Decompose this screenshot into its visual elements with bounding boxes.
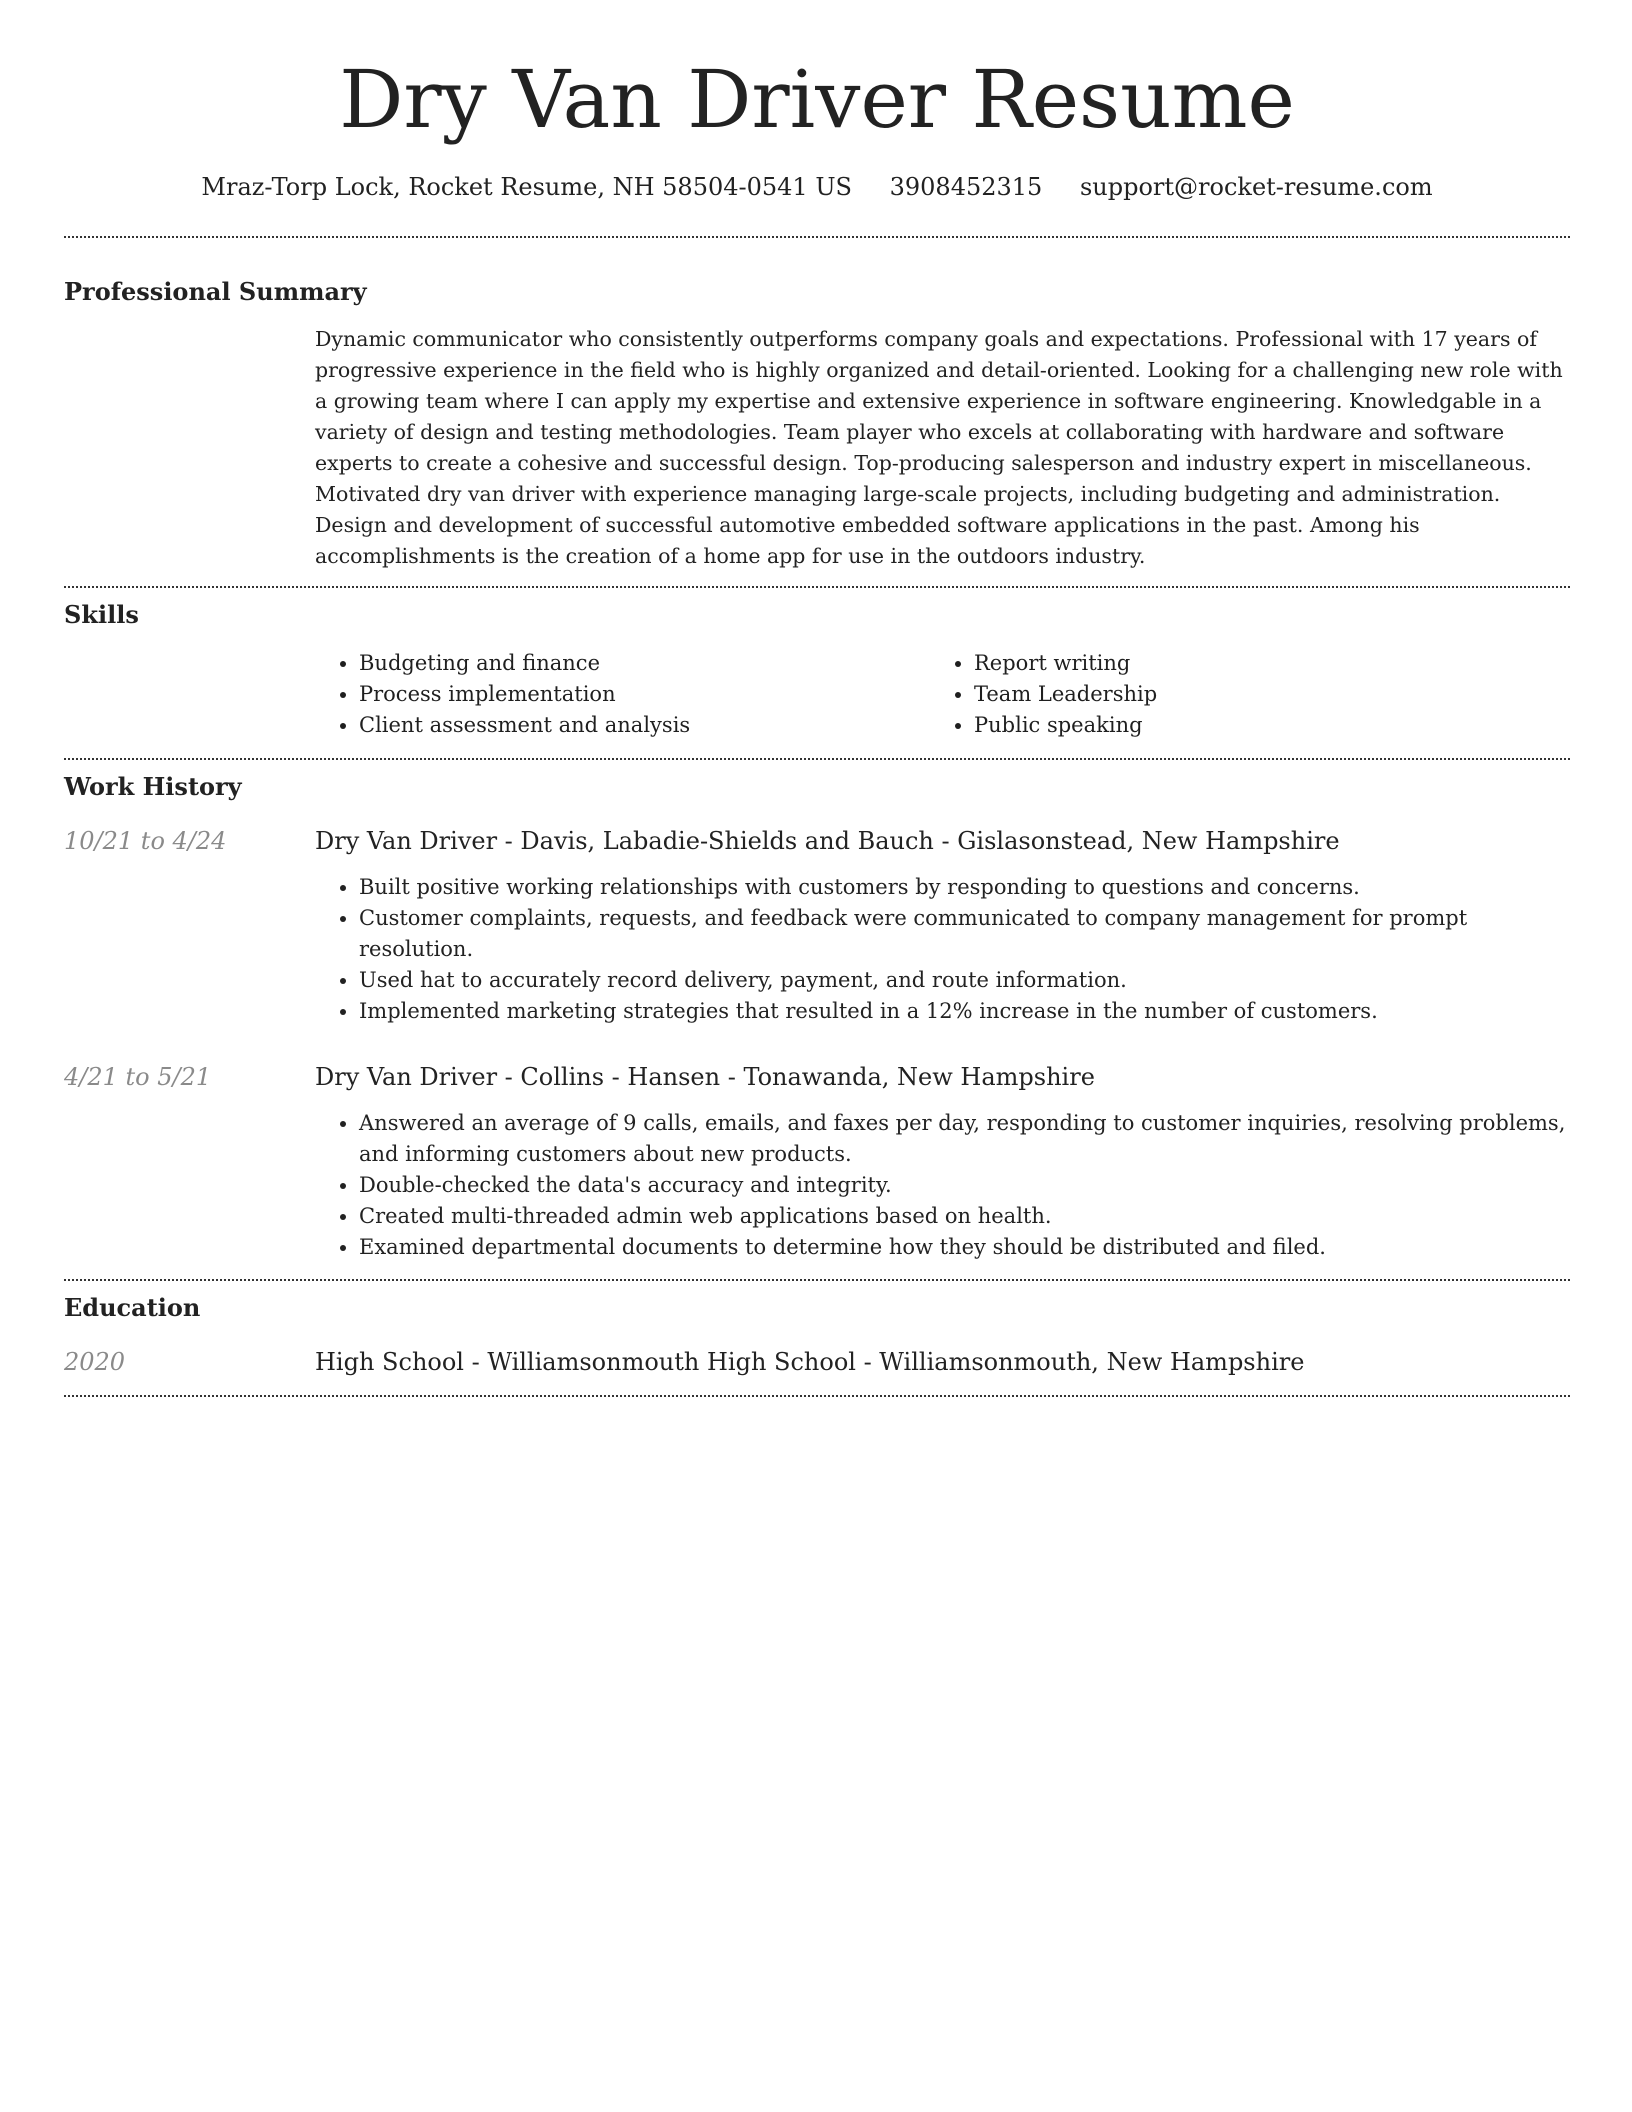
job-dates: 10/21 to 4/24 bbox=[64, 827, 227, 855]
summary-text: Dynamic communicator who consistently outperforms company goals and expectations. Professional with 17 years of progressive experience in the field who is highly organized and detail-oriented. Looking for a challenging new role with a growing team where I can apply my expertise and extensive experience in software engineering. Knowledgable in a variety of design and testing methodologies. Team player who excels at collaborating with hardware and software experts to create a cohesive and successful design. Top-producing salesperson and industry expert in miscellaneous. Motivated dry van driver with experience managing large-scale projects, including budgeting and administration. Design and development of successful automotive embedded software applications in the past. Among his accomplishments is the creation of a home app for use in the outdoors industry. bbox=[315, 327, 1563, 568]
divider bbox=[64, 236, 1570, 238]
divider bbox=[64, 1279, 1570, 1281]
job-title: Dry Van Driver - Davis, Labadie-Shields and Bauch - Gislasonstead, New Hampshire bbox=[315, 827, 1340, 855]
job-title: Dry Van Driver - Collins - Hansen - Tonawanda, New Hampshire bbox=[315, 1063, 1095, 1091]
summary-row bbox=[64, 324, 1570, 572]
list-item: • Process implementation bbox=[359, 679, 930, 710]
job-dates: 4/21 to 5/21 bbox=[64, 1063, 212, 1091]
education-heading: Education bbox=[64, 1293, 201, 1322]
list-item: • Public speaking bbox=[974, 710, 1545, 741]
skills-heading: Skills bbox=[64, 600, 139, 629]
contact-line bbox=[64, 170, 1570, 204]
list-item: • Client assessment and analysis bbox=[359, 710, 930, 741]
job-entry bbox=[64, 1060, 1570, 1263]
list-item: • Implemented marketing strategies that resulted in a 12% increase in the number of customers. bbox=[359, 996, 1570, 1027]
job-bullets bbox=[315, 872, 1570, 1027]
list-item: • Used hat to accurately record delivery, payment, and route information. bbox=[359, 965, 1570, 996]
work-section bbox=[64, 771, 1570, 1263]
list-item: • Built positive working relationships with customers by responding to questions and concerns. bbox=[359, 872, 1570, 903]
summary-section bbox=[64, 276, 1570, 572]
divider bbox=[64, 758, 1570, 760]
job-bullets bbox=[315, 1108, 1570, 1263]
contact-phone: 3908452315 bbox=[889, 173, 1043, 201]
skills-list-right bbox=[930, 648, 1545, 741]
divider bbox=[64, 1395, 1570, 1397]
list-item: • Report writing bbox=[974, 648, 1545, 679]
education-date: 2020 bbox=[64, 1348, 126, 1376]
list-item: • Customer complaints, requests, and feedback were communicated to company management for prompt resolution. bbox=[359, 903, 1570, 965]
divider bbox=[64, 586, 1570, 588]
education-entry bbox=[64, 1345, 1570, 1379]
contact-email: support@rocket-resume.com bbox=[1079, 173, 1433, 201]
list-item: • Team Leadership bbox=[974, 679, 1545, 710]
job-entry bbox=[64, 824, 1570, 1027]
contact-address: Mraz-Torp Lock, Rocket Resume, NH 58504-0541 US bbox=[201, 173, 852, 201]
list-item: • Examined departmental documents to determine how they should be distributed and filed. bbox=[359, 1232, 1570, 1263]
skills-row bbox=[64, 648, 1570, 741]
resume-title: Dry Van Driver Resume bbox=[339, 53, 1295, 146]
summary-heading: Professional Summary bbox=[64, 277, 367, 306]
resume-page bbox=[64, 0, 1570, 1397]
education-title: High School - Williamsonmouth High School - Williamsonmouth, New Hampshire bbox=[315, 1348, 1305, 1376]
list-item: • Budgeting and finance bbox=[359, 648, 930, 679]
skills-list-left bbox=[315, 648, 930, 741]
list-item: • Double-checked the data's accuracy and integrity. bbox=[359, 1170, 1570, 1201]
education-section bbox=[64, 1292, 1570, 1379]
list-item: • Created multi-threaded admin web applications based on health. bbox=[359, 1201, 1570, 1232]
skills-section bbox=[64, 599, 1570, 741]
work-heading: Work History bbox=[64, 772, 242, 801]
list-item: • Answered an average of 9 calls, emails, and faxes per day, responding to customer inquiries, resolving problems, and informing customers about new products. bbox=[359, 1108, 1570, 1170]
